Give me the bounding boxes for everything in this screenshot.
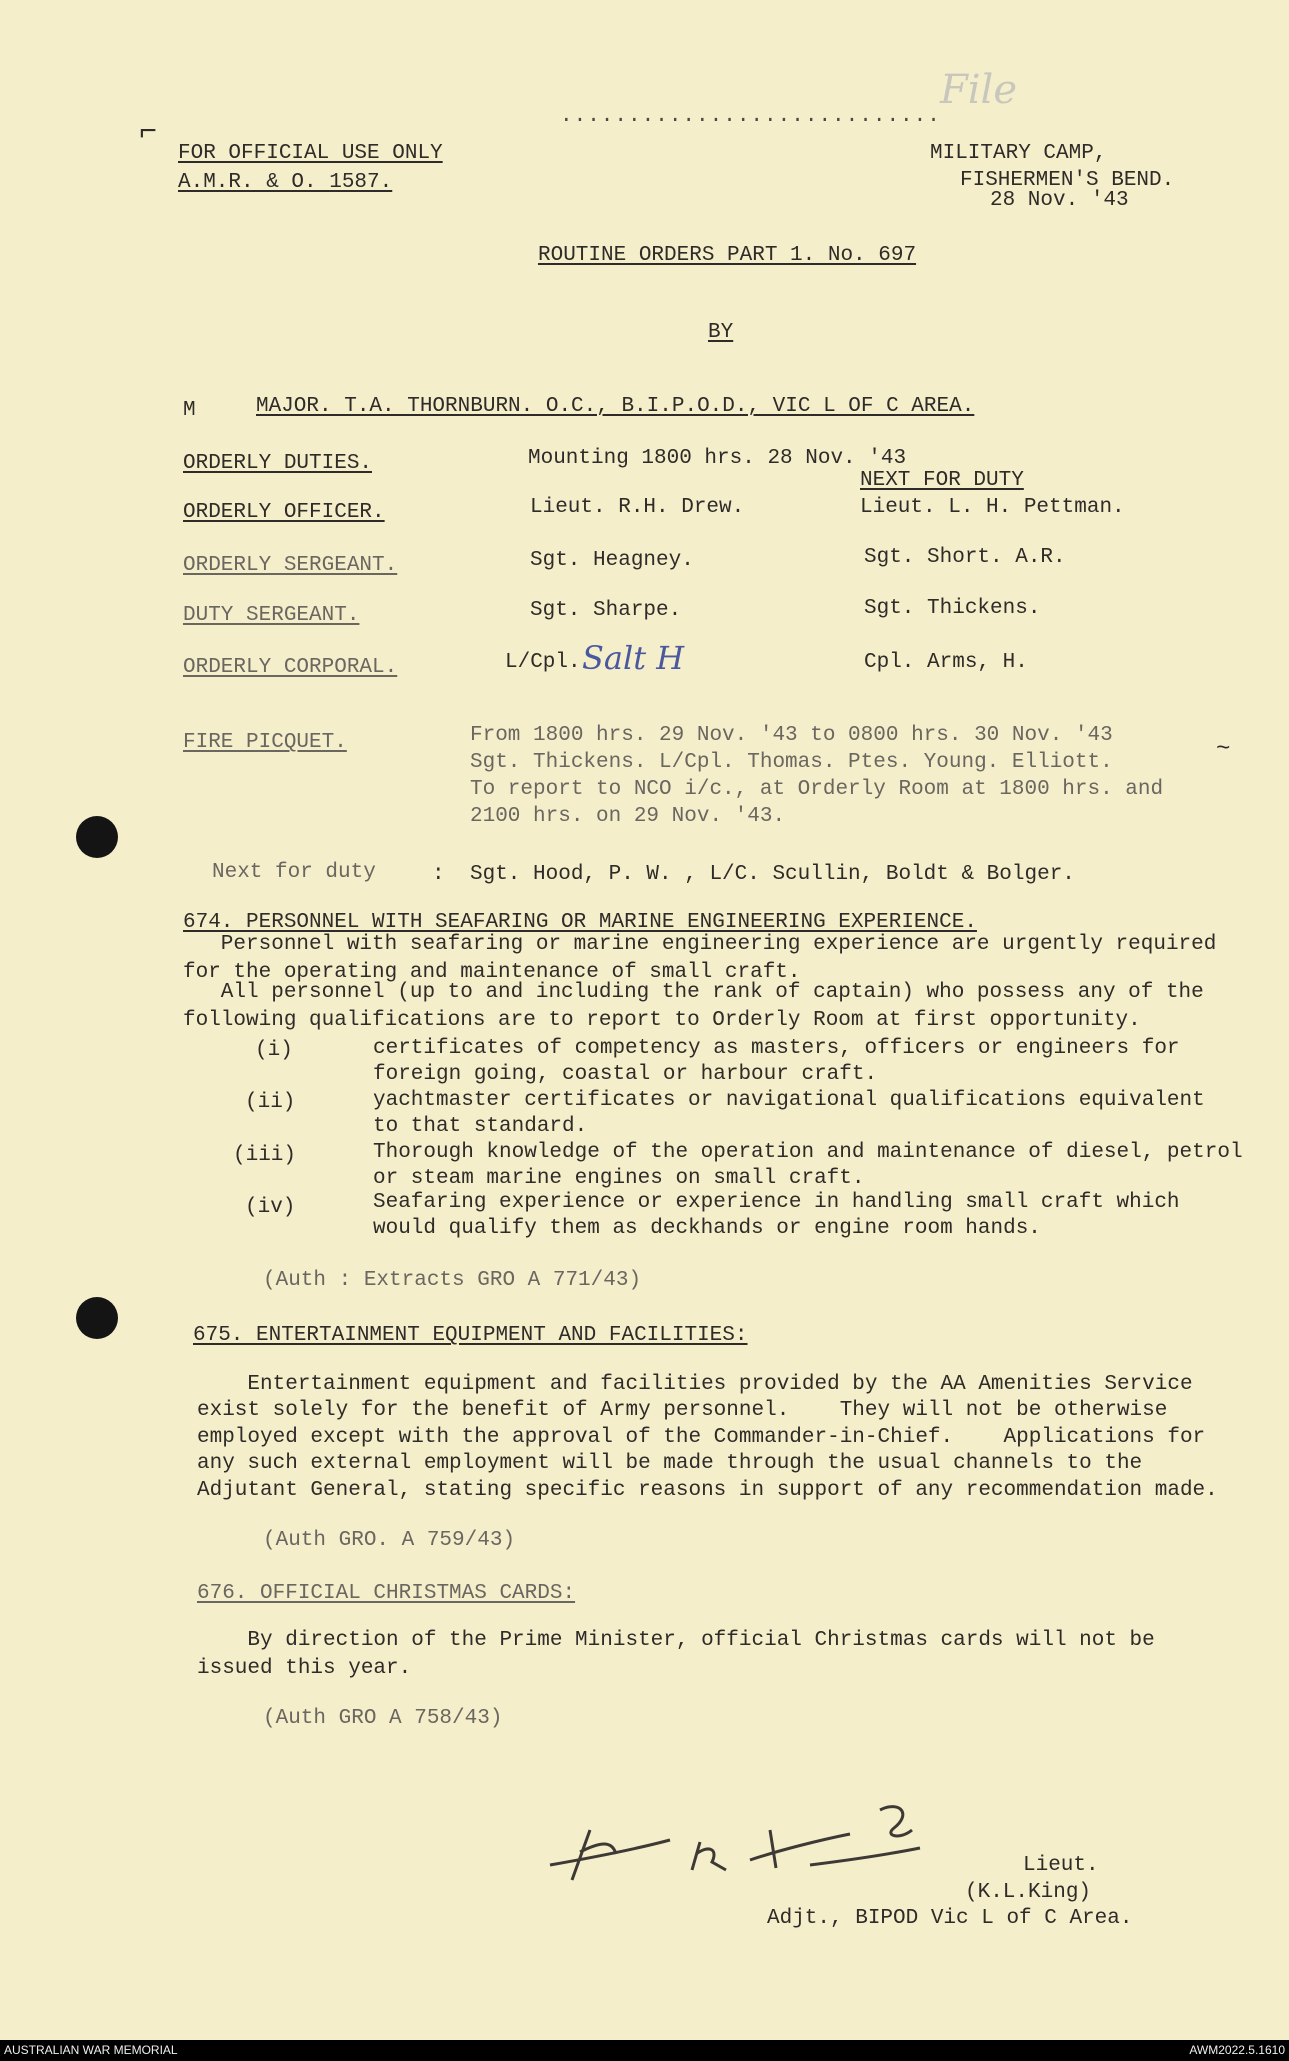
- handwritten-signature: [520, 1770, 980, 1900]
- next-for-duty-colon: :: [432, 863, 445, 886]
- list-item-number: (iii): [233, 1144, 297, 1167]
- fire-picquet-line: To report to NCO i/c., at Orderly Room at 1800 hrs. and: [470, 778, 1164, 801]
- fire-picquet-line: Sgt. Thickens. L/Cpl. Thomas. Ptes. Young. Elliott.: [470, 751, 1113, 774]
- duty-next: Cpl. Arms, H.: [864, 651, 1028, 674]
- list-item-text: Thorough knowledge of the operation and maintenance of diesel, petrol: [373, 1141, 1243, 1164]
- duty-label: ORDERLY DUTIES.: [183, 452, 373, 475]
- item-675-line: Adjutant General, stating specific reasons in support of any recommendation made.: [197, 1479, 1218, 1502]
- item-674-paragraph: following qualifications are to report to Orderly Room at first opportunity.: [183, 1009, 1141, 1032]
- next-for-duty-value: Sgt. Hood, P. W. , L/C. Scullin, Boldt & Bolger.: [470, 863, 1075, 886]
- item-675-line: Entertainment equipment and facilities provided by the AA Amenities Service: [197, 1373, 1193, 1396]
- footer-institution: AUSTRALIAN WAR MEMORIAL: [4, 2043, 178, 2057]
- footer-reference: AWM2022.5.1610: [1189, 2043, 1285, 2057]
- list-item-number: (ii): [245, 1091, 296, 1114]
- margin-mark: ⌐: [139, 116, 158, 150]
- location-line-1: MILITARY CAMP,: [930, 142, 1107, 165]
- list-item-text: certificates of competency as masters, officers or engineers for: [373, 1037, 1180, 1060]
- item-675-authority: (Auth GRO. A 759/43): [263, 1529, 516, 1552]
- classification-line-1: FOR OFFICIAL USE ONLY: [178, 142, 443, 165]
- list-item-text: foreign going, coastal or harbour craft.: [373, 1063, 878, 1086]
- list-item-text: to that standard.: [373, 1115, 588, 1138]
- duty-next: Sgt. Thickens.: [864, 597, 1041, 620]
- handwritten-corporal-name: Salt H: [582, 639, 685, 677]
- item-676-line: By direction of the Prime Minister, official Christmas cards will not be: [197, 1629, 1155, 1652]
- list-item-text: would qualify them as deckhands or engine room hands.: [373, 1217, 1041, 1240]
- fire-picquet-line: 2100 hrs. on 29 Nov. '43.: [470, 805, 786, 828]
- duty-label: ORDERLY OFFICER.: [183, 501, 385, 524]
- duty-value: Sgt. Sharpe.: [530, 599, 682, 622]
- item-674-authority: (Auth : Extracts GRO A 771/43): [263, 1269, 642, 1292]
- fire-picquet-line: From 1800 hrs. 29 Nov. '43 to 0800 hrs. 30 Nov. '43: [470, 724, 1113, 747]
- item-675-line: employed except with the approval of the Commander-in-Chief. Applications for: [197, 1426, 1206, 1449]
- by-heading: BY: [708, 321, 734, 344]
- next-for-duty-heading: NEXT FOR DUTY: [860, 469, 1024, 492]
- next-for-duty-label: Next for duty: [212, 861, 376, 884]
- file-annotation: File: [940, 67, 1018, 113]
- duty-value: Lieut. R.H. Drew.: [530, 496, 745, 519]
- duty-value: Sgt. Heagney.: [530, 549, 694, 572]
- item-675-line: exist solely for the benefit of Army personnel. They will not be otherwise: [197, 1399, 1168, 1422]
- duty-label: ORDERLY CORPORAL.: [183, 656, 398, 679]
- list-item-text: yachtmaster certificates or navigational qualifications equivalent: [373, 1089, 1205, 1112]
- list-item-text: Seafaring experience or experience in handling small craft which: [373, 1191, 1180, 1214]
- duty-value: L/Cpl.: [505, 651, 581, 674]
- location-line-2: FISHERMEN'S BEND.: [960, 169, 1175, 192]
- duty-label: ORDERLY SERGEANT.: [183, 554, 398, 577]
- item-675-line: any such external employment will be made through the usual channels to the: [197, 1452, 1143, 1475]
- item-674-heading: 674. PERSONNEL WITH SEAFARING OR MARINE ENGINEERING EXPERIENCE.: [183, 911, 977, 934]
- duty-label: DUTY SERGEANT.: [183, 604, 360, 627]
- authority-line: MAJOR. T.A. THORNBURN. O.C., B.I.P.O.D., VIC L OF C AREA.: [256, 395, 975, 418]
- signatory-rank: Lieut.: [1023, 1854, 1099, 1877]
- list-item-text: or steam marine engines on small craft.: [373, 1167, 865, 1190]
- document-title: ROUTINE ORDERS PART 1. No. 697: [538, 244, 917, 267]
- fire-picquet-label: FIRE PICQUET.: [183, 731, 347, 754]
- margin-mark: ~: [1216, 736, 1231, 763]
- item-674-paragraph: Personnel with seafaring or marine engineering experience are urgently required: [183, 933, 1217, 956]
- classification-line-2: A.M.R. & O. 1587.: [178, 171, 393, 194]
- punch-hole: [76, 816, 118, 858]
- item-675-heading: 675. ENTERTAINMENT EQUIPMENT AND FACILITIES:: [193, 1324, 748, 1347]
- item-674-paragraph: All personnel (up to and including the rank of captain) who possess any of the: [183, 981, 1204, 1004]
- signatory-title: Adjt., BIPOD Vic L of C Area.: [767, 1907, 1133, 1930]
- item-676-authority: (Auth GRO A 758/43): [263, 1707, 503, 1730]
- signatory-name: (K.L.King): [965, 1881, 1092, 1904]
- duty-next: Lieut. L. H. Pettman.: [860, 496, 1125, 519]
- location-date: 28 Nov. '43: [990, 189, 1129, 212]
- authority-prefix: M: [183, 399, 196, 422]
- item-676-heading: 676. OFFICIAL CHRISTMAS CARDS:: [197, 1582, 576, 1605]
- duty-value: Mounting 1800 hrs. 28 Nov. '43: [528, 447, 907, 470]
- item-674-paragraph: for the operating and maintenance of small craft.: [183, 961, 801, 984]
- duty-next: Sgt. Short. A.R.: [864, 546, 1066, 569]
- item-676-line: issued this year.: [197, 1657, 412, 1680]
- list-item-number: (iv): [245, 1196, 296, 1219]
- list-item-number: (i): [255, 1039, 293, 1062]
- struck-heading: ............................: [560, 105, 941, 128]
- punch-hole: [76, 1297, 118, 1339]
